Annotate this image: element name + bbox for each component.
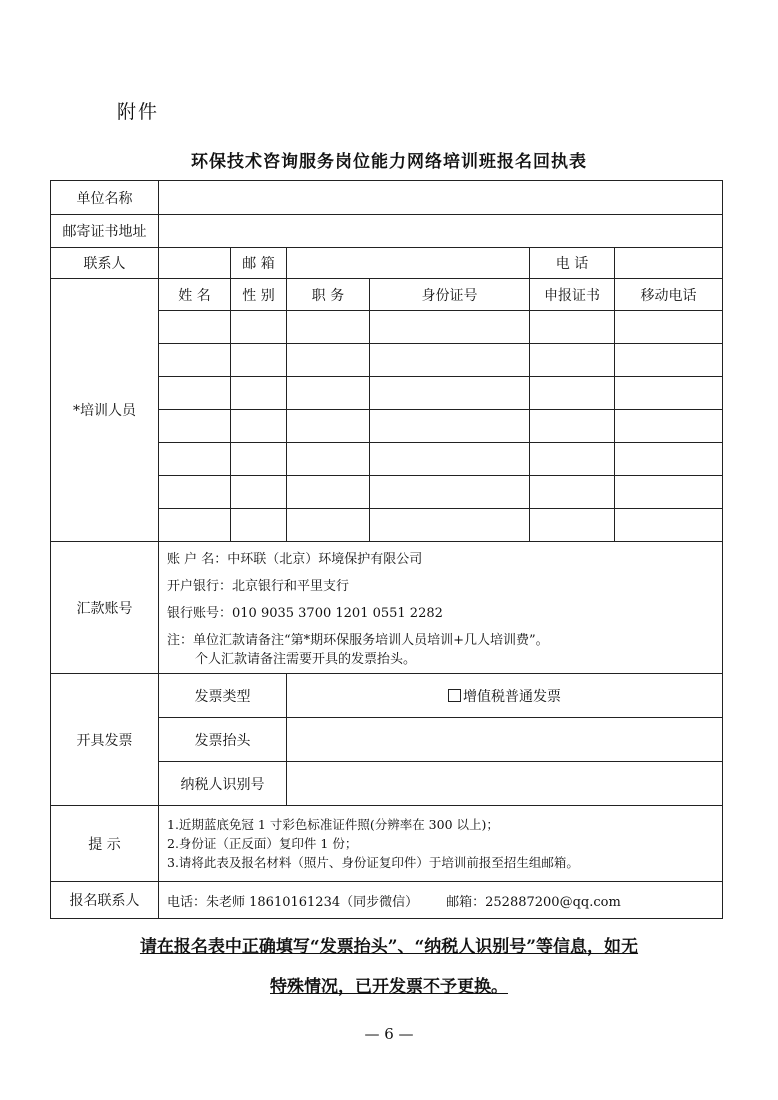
- tip-item: 1.近期蓝底免冠 1 寸彩色标准证件照(分辨率在 300 以上)；: [167, 817, 499, 832]
- trainee-cell[interactable]: [370, 410, 530, 443]
- checkbox-icon[interactable]: [448, 689, 461, 702]
- attachment-label: 附件: [117, 101, 160, 123]
- trainee-cell[interactable]: [231, 509, 287, 542]
- remit-note-company: 注：单位汇款请备注“第*期环保服务培训人员培训+几人培训费”。: [167, 633, 549, 648]
- invoice-type-option[interactable]: [287, 674, 723, 718]
- trainee-cell[interactable]: [287, 443, 370, 476]
- trainee-cell[interactable]: [615, 476, 723, 509]
- trainee-cell[interactable]: [530, 311, 615, 344]
- trainee-cell[interactable]: [287, 410, 370, 443]
- email-label: 邮 箱: [231, 248, 287, 279]
- trainee-cell[interactable]: [370, 344, 530, 377]
- enroll-contact-label: 报名联系人: [51, 882, 159, 919]
- trainee-header-position: 职 务: [287, 279, 370, 311]
- trainee-header-mobile: 移动电话: [615, 279, 723, 311]
- invoice-label: 开具发票: [51, 674, 159, 806]
- unit-name-field[interactable]: [159, 181, 723, 215]
- account-number: 银行账号：010 9035 3700 1201 0551 2282: [167, 606, 443, 621]
- trainee-cell[interactable]: [231, 344, 287, 377]
- remit-info: [159, 542, 723, 674]
- contact-field[interactable]: [159, 248, 231, 279]
- taxpayer-id-field[interactable]: [287, 762, 723, 806]
- trainee-cell[interactable]: [287, 377, 370, 410]
- trainee-cell[interactable]: [159, 311, 231, 344]
- trainee-cell[interactable]: [370, 476, 530, 509]
- cert-address-label: 邮寄证书地址: [51, 215, 159, 248]
- invoice-type-label: 发票类型: [159, 674, 287, 718]
- enroll-contact-info: [159, 882, 723, 919]
- trainee-cell[interactable]: [370, 509, 530, 542]
- trainee-cell[interactable]: [370, 377, 530, 410]
- invoice-type-value: 增值税普通发票: [463, 688, 562, 705]
- bottom-note-line-1: 请在报名表中正确填写“发票抬头”、“纳税人识别号”等信息，如无: [139, 937, 639, 957]
- registration-form-table: [50, 180, 723, 919]
- trainee-cell[interactable]: [231, 377, 287, 410]
- trainee-cell[interactable]: [530, 476, 615, 509]
- trainee-cell[interactable]: [159, 410, 231, 443]
- trainee-cell[interactable]: [615, 311, 723, 344]
- enroll-email[interactable]: 邮箱：252887200@qq.com: [446, 894, 621, 910]
- remit-label: 汇款账号: [51, 542, 159, 674]
- tips-label: 提 示: [51, 806, 159, 882]
- trainee-cell[interactable]: [530, 509, 615, 542]
- tip-item: 2.身份证（正反面）复印件 1 份；: [167, 836, 358, 851]
- taxpayer-id-label: 纳税人识别号: [159, 762, 287, 806]
- cert-address-field[interactable]: [159, 215, 723, 248]
- trainee-cell[interactable]: [530, 410, 615, 443]
- tips-content: [159, 806, 723, 882]
- page-number: — 6 —: [364, 1025, 414, 1043]
- trainee-cell[interactable]: [159, 377, 231, 410]
- enroll-phone: 电话：朱老师 18610161234（同步微信）: [167, 894, 419, 910]
- trainee-cell[interactable]: [615, 377, 723, 410]
- bottom-note-line-2: 特殊情况，已开发票不予更换。: [270, 977, 508, 997]
- trainee-cell[interactable]: [287, 509, 370, 542]
- trainee-cell[interactable]: [615, 509, 723, 542]
- bank-name: 开户银行：北京银行和平里支行: [167, 579, 350, 594]
- trainee-cell[interactable]: [370, 443, 530, 476]
- remit-note-personal: 个人汇款请备注需要开具的发票抬头。: [195, 652, 417, 667]
- trainee-cell[interactable]: [159, 344, 231, 377]
- trainee-cell[interactable]: [615, 410, 723, 443]
- phone-label: 电 话: [530, 248, 615, 279]
- trainee-cell[interactable]: [231, 476, 287, 509]
- trainee-header-gender: 性 别: [231, 279, 287, 311]
- invoice-title-field[interactable]: [287, 718, 723, 762]
- trainee-cell[interactable]: [231, 410, 287, 443]
- form-title: 环保技术咨询服务岗位能力网络培训班报名回执表: [191, 152, 587, 172]
- trainee-cell[interactable]: [615, 443, 723, 476]
- trainee-header-name: 姓 名: [159, 279, 231, 311]
- email-field[interactable]: [287, 248, 530, 279]
- trainee-cell[interactable]: [530, 443, 615, 476]
- invoice-title-label: 发票抬头: [159, 718, 287, 762]
- tip-item: 3.请将此表及报名材料（照片、身份证复印件）于培训前报至招生组邮箱。: [167, 855, 579, 870]
- trainee-cell[interactable]: [231, 443, 287, 476]
- trainee-cell[interactable]: [530, 377, 615, 410]
- trainee-cell[interactable]: [287, 344, 370, 377]
- trainee-cell[interactable]: [159, 443, 231, 476]
- phone-field[interactable]: [615, 248, 723, 279]
- contact-label: 联系人: [51, 248, 159, 279]
- trainees-label: *培训人员: [51, 279, 159, 542]
- trainee-cell[interactable]: [370, 311, 530, 344]
- trainee-cell[interactable]: [615, 344, 723, 377]
- trainee-header-certificate: 申报证书: [530, 279, 615, 311]
- trainee-cell[interactable]: [530, 344, 615, 377]
- trainee-cell[interactable]: [159, 509, 231, 542]
- account-name: 账 户 名：中环联（北京）环境保护有限公司: [167, 552, 423, 567]
- trainee-cell[interactable]: [287, 311, 370, 344]
- trainee-cell[interactable]: [287, 476, 370, 509]
- unit-name-label: 单位名称: [51, 181, 159, 215]
- trainee-header-id-number: 身份证号: [370, 279, 530, 311]
- trainee-cell[interactable]: [231, 311, 287, 344]
- trainee-cell[interactable]: [159, 476, 231, 509]
